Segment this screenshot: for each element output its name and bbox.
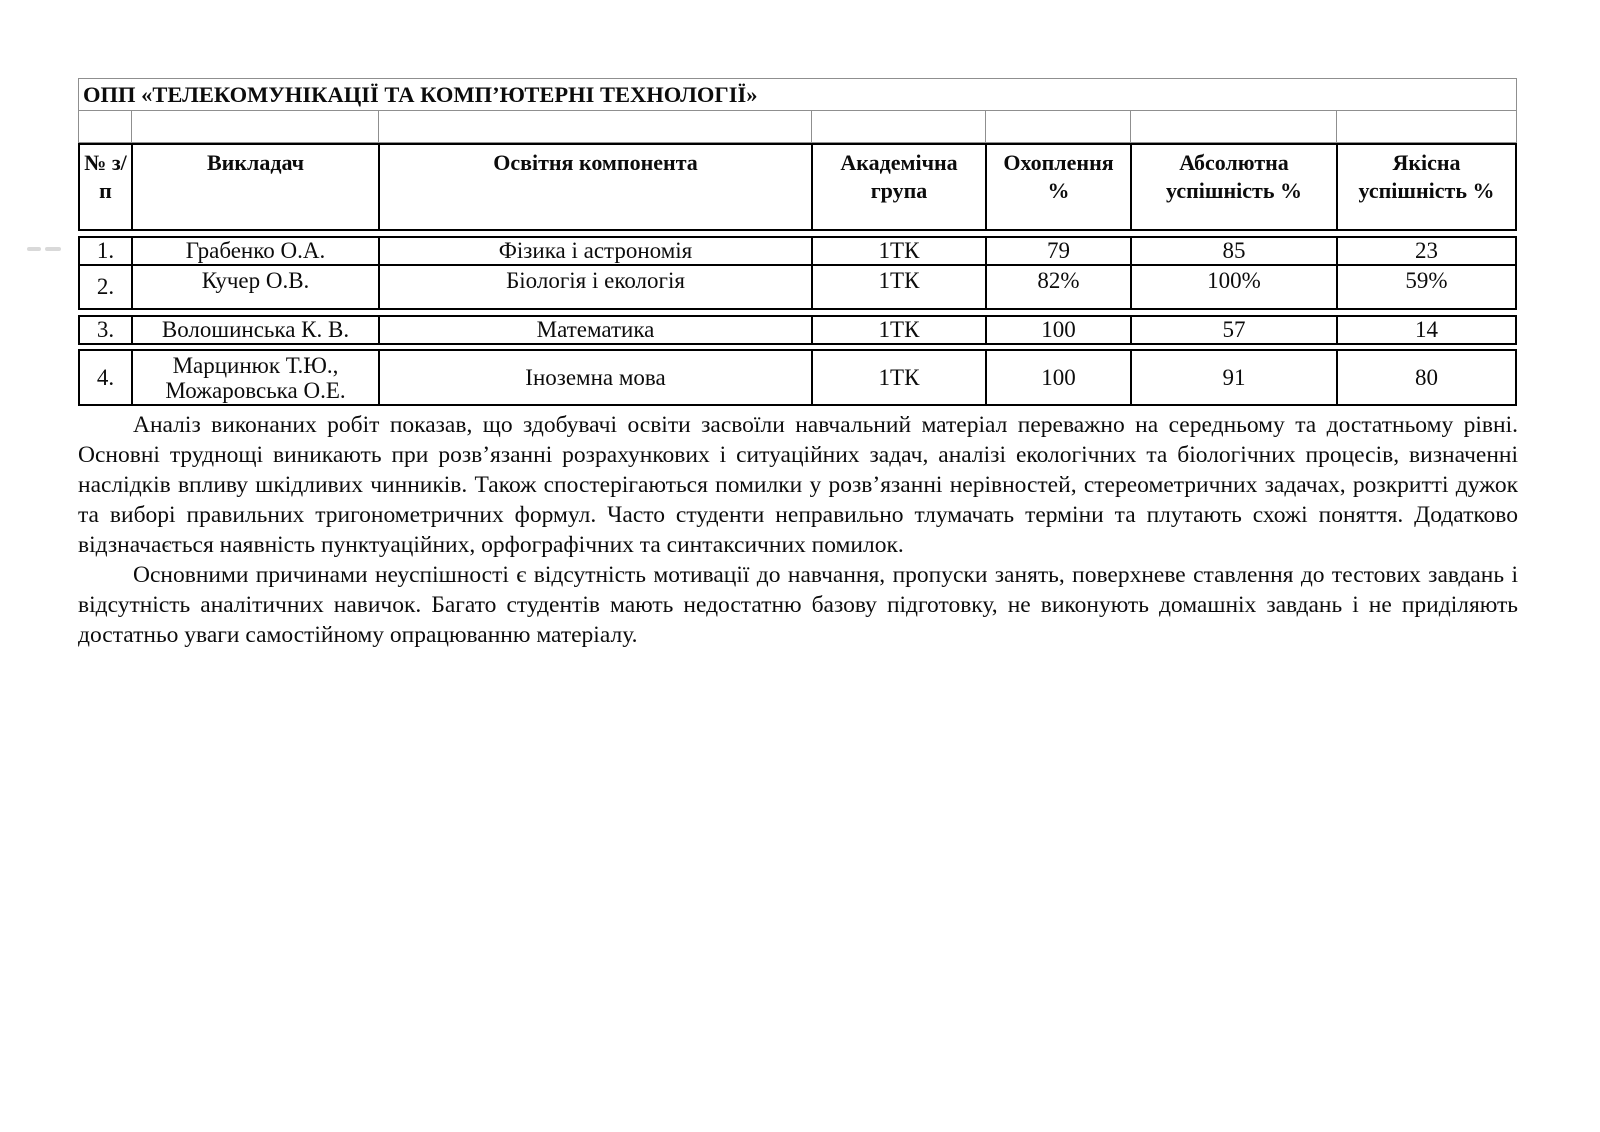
cell-group: 1ТК xyxy=(813,266,987,308)
table-row xyxy=(80,238,1515,264)
cell-teacher: Кучер О.В. xyxy=(133,266,380,308)
paragraph-causes: Основними причинами неуспішності є відсутність мотивації до навчання, пропуски занять, поверхневе ставлення до тестових завдань і відсутність аналітичних навичок. Багато студентів мають недостатню базову підготовку, не виконують домашніх завдань і не приділяють достатньо уваги самостійному опрацюванню матеріалу. xyxy=(78,562,1518,648)
cell-coverage: 79 xyxy=(987,238,1132,264)
spacer-cell xyxy=(79,111,132,142)
cell-component: Біологія і екологія xyxy=(380,266,813,308)
header-component: Освітня компонента xyxy=(380,145,813,229)
spacer-cell xyxy=(1337,111,1516,142)
header-num: № з/п xyxy=(80,145,133,229)
analysis-section xyxy=(78,410,1518,650)
paragraph-analysis: Аналіз виконаних робіт показав, що здобувачі освіти засвоїли навчальний матеріал переважно на середньому та достатньому рівні. Основні труднощі виникають при розв’язанні розрахункових і ситуаційних задач, аналізі екологічних та біологічних процесів, визначенні наслідків впливу шкідливих чинників. Також спостерігаються помилки у розв’язанні нерівностей, стереометричних задачах, розкритті дужок та виборі правильних тригонометричних формул. Часто студенти неправильно тлумачать терміни та плутають схожі поняття. Додатково відзначається наявність пунктуаційних, орфографічних та синтаксичних помилок. xyxy=(78,412,1518,558)
table-body-group xyxy=(78,236,1517,310)
cell-component: Математика xyxy=(380,317,813,343)
spacer-cell xyxy=(379,111,812,142)
header-teacher: Викладач xyxy=(133,145,380,229)
table-header-row xyxy=(78,143,1517,231)
scan-artifact xyxy=(27,247,41,251)
cell-coverage: 82% xyxy=(987,266,1132,308)
spacer-cell xyxy=(812,111,986,142)
cell-quality: 14 xyxy=(1415,317,1438,342)
cell-teacher: Волошинська К. В. xyxy=(133,317,380,343)
header-coverage: Охоплення % xyxy=(987,145,1132,229)
cell-num: 2. xyxy=(80,266,133,308)
cell-num: 3. xyxy=(80,317,133,343)
cell-absolute: 100% xyxy=(1132,266,1338,308)
cell-teacher: Марцинюк Т.Ю., Можаровська О.Е. xyxy=(133,351,380,404)
scan-artifact xyxy=(45,247,61,251)
table-spacer-row xyxy=(78,111,1517,143)
cell-component: Іноземна мова xyxy=(380,351,813,404)
cell-teacher: Грабенко О.А. xyxy=(133,238,380,264)
spacer-cell xyxy=(132,111,379,142)
table-row xyxy=(80,351,1515,404)
cell-quality: 80 xyxy=(1415,365,1438,390)
cell-coverage: 100 xyxy=(987,351,1132,404)
cell-quality: 59% xyxy=(1405,268,1448,293)
header-quality: Якісна успішність % xyxy=(1358,150,1495,203)
spacer-cell xyxy=(986,111,1131,142)
cell-quality: 23 xyxy=(1415,238,1438,263)
cell-group: 1ТК xyxy=(813,351,987,404)
cell-group: 1ТК xyxy=(813,238,987,264)
program-title-bar xyxy=(78,78,1517,111)
table-row xyxy=(80,317,1515,343)
cell-num: 1. xyxy=(80,238,133,264)
table-body-group xyxy=(78,349,1517,406)
cell-absolute: 85 xyxy=(1132,238,1338,264)
cell-component: Фізика і астрономія xyxy=(380,238,813,264)
cell-absolute: 91 xyxy=(1132,351,1338,404)
cell-num: 4. xyxy=(80,351,133,404)
performance-table xyxy=(78,78,1517,406)
program-title: ОПП «ТЕЛЕКОМУНІКАЦІЇ ТА КОМП’ЮТЕРНІ ТЕХНОЛОГІЇ» xyxy=(83,81,758,107)
cell-coverage: 100 xyxy=(987,317,1132,343)
spacer-cell xyxy=(1131,111,1337,142)
header-group: Академічна група xyxy=(813,145,987,229)
cell-group: 1ТК xyxy=(813,317,987,343)
table-row xyxy=(80,264,1515,308)
cell-absolute: 57 xyxy=(1132,317,1338,343)
header-absolute: Абсолютна успішність % xyxy=(1132,145,1338,229)
table-body-group xyxy=(78,315,1517,345)
